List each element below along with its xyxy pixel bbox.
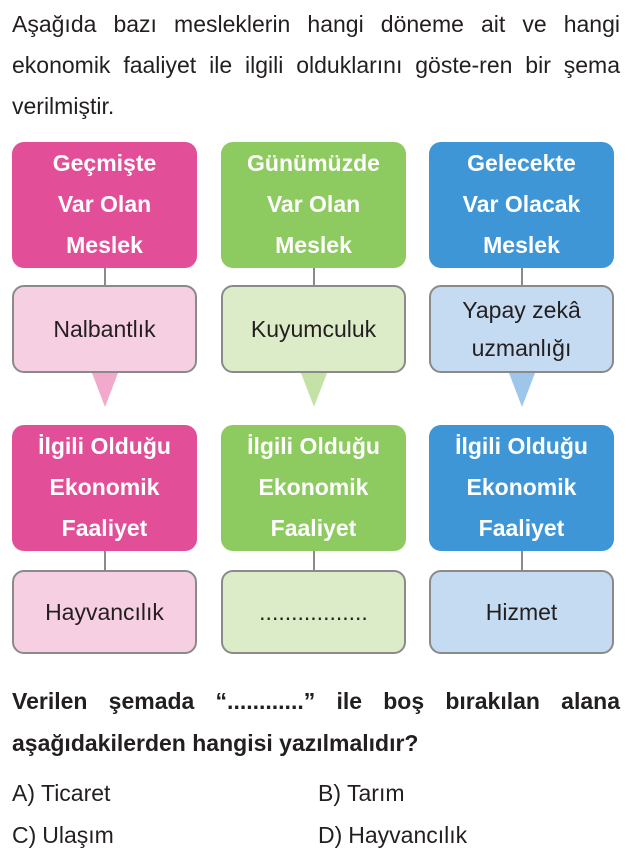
connector-line: [521, 268, 523, 285]
header-box-future: [429, 142, 614, 268]
header-line: Meslek: [483, 232, 560, 258]
option-letter: C): [12, 822, 37, 848]
option-letter: A): [12, 780, 35, 806]
activity-header-line: Faaliyet: [270, 515, 357, 541]
option-c[interactable]: [12, 820, 114, 850]
header-line: Var Olan: [57, 191, 152, 217]
header-line: Var Olacak: [462, 191, 581, 217]
job-line: uzmanlığı: [471, 335, 572, 361]
header-box-past: [12, 142, 197, 268]
activity-header-line: İlgili Olduğu: [38, 433, 171, 459]
question-text: Verilen şemada “............” ile boş bırakılan alana aşağıdakilerden hangisi yazılmalıdır?: [12, 688, 620, 756]
intro-text: Aşağıda bazı mesleklerin hangi döneme ait ve hangi ekonomik faaliyet ile ilgili olduklarını göste-ren bir şema verilmiştir.: [12, 11, 620, 119]
activity-blank-text: .................: [259, 599, 368, 625]
activity-header-line: İlgili Olduğu: [455, 433, 588, 459]
activity-header-line: Ekonomik: [49, 474, 160, 500]
header-line: Meslek: [275, 232, 352, 258]
activity-header-line: İlgili Olduğu: [247, 433, 380, 459]
down-arrow-icon: [92, 373, 118, 407]
activity-text: Hizmet: [485, 599, 558, 625]
header-box-present: [221, 142, 406, 268]
job-box-past: [12, 285, 197, 373]
job-box-future: [429, 285, 614, 373]
job-line: Kuyumculuk: [250, 316, 377, 342]
option-d[interactable]: [318, 820, 467, 850]
activity-box-future: [429, 570, 614, 654]
connector-line: [104, 551, 106, 570]
activity-header-line: Faaliyet: [478, 515, 565, 541]
job-line: Nalbantlık: [53, 316, 156, 342]
header-line: Gelecekte: [467, 150, 576, 176]
activity-box-past: [12, 570, 197, 654]
activity-text: Hayvancılık: [45, 599, 164, 625]
activity-box-present-blank: [221, 570, 406, 654]
option-text: Tarım: [347, 780, 405, 806]
down-arrow-icon: [509, 373, 535, 407]
connector-line: [104, 268, 106, 285]
connector-line: [313, 551, 315, 570]
activity-header-box-present: [221, 425, 406, 551]
activity-header-line: Faaliyet: [61, 515, 148, 541]
job-line: Yapay zekâ: [462, 297, 581, 323]
option-text: Ulaşım: [42, 822, 114, 848]
job-box-present: [221, 285, 406, 373]
header-line: Geçmişte: [52, 150, 157, 176]
down-arrow-icon: [301, 373, 327, 407]
option-letter: D): [318, 822, 343, 848]
activity-header-box-past: [12, 425, 197, 551]
header-line: Günümüzde: [247, 150, 380, 176]
connector-line: [313, 268, 315, 285]
option-text: Ticaret: [41, 780, 111, 806]
activity-header-line: Ekonomik: [466, 474, 577, 500]
option-text: Hayvancılık: [348, 822, 468, 848]
activity-header-box-future: [429, 425, 614, 551]
activity-header-line: Ekonomik: [258, 474, 369, 500]
header-line: Var Olan: [266, 191, 361, 217]
header-line: Meslek: [66, 232, 143, 258]
option-a[interactable]: [12, 778, 110, 808]
connector-line: [521, 551, 523, 570]
option-letter: B): [318, 780, 341, 806]
option-b[interactable]: [318, 778, 405, 808]
